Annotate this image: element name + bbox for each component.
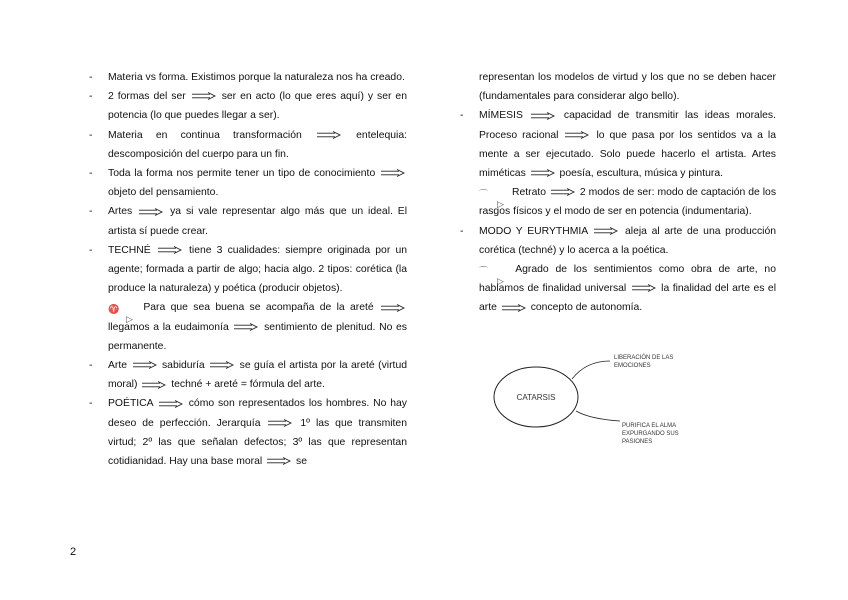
double-arrow-icon xyxy=(133,361,157,369)
list-item: - Arte sabiduría se guía el artista por la areté (virtud moral) techné + areté = fórmula del arte. xyxy=(89,356,407,394)
double-arrow-icon xyxy=(210,361,234,369)
double-arrow-icon xyxy=(381,169,405,177)
note-paragraph: ⌒ ▷ Retrato 2 modos de ser: modo de captación de los rasgos físicos y el modo de ser en potencia (indumentaria). xyxy=(479,187,777,218)
bullet-dash: - xyxy=(89,206,93,218)
double-arrow-icon xyxy=(267,457,291,465)
left-column xyxy=(89,68,407,471)
catharsis-diagram xyxy=(490,345,730,455)
bullet-dash: - xyxy=(89,360,93,372)
double-arrow-icon xyxy=(531,112,555,120)
double-arrow-icon xyxy=(565,131,589,139)
double-arrow-icon xyxy=(268,419,292,427)
double-arrow-icon xyxy=(502,304,526,312)
bullet-dash: - xyxy=(89,72,93,83)
diagram-center-label: CATARSIS xyxy=(516,393,556,402)
right-column xyxy=(460,68,776,318)
diagram-label-top-1: LIBERACIÓN DE LAS xyxy=(614,355,674,361)
double-arrow-icon xyxy=(139,208,163,216)
list-item: - TECHNÉ tiene 3 cualidades: siempre originada por un agente; formada a partir de algo; hacia algo. 2 tipos: corética (la produce la naturaleza) y poética (producir objetos). xyxy=(89,241,407,299)
arc-icon: ⌒ xyxy=(479,189,489,200)
bullet-dash: - xyxy=(89,91,93,103)
bullet-dash: - xyxy=(89,398,93,410)
page-number: 2 xyxy=(70,546,77,558)
double-arrow-icon xyxy=(594,227,618,235)
list-item: - Materia en continua transformación entelequia: descomposición del cuerpo para un fin. xyxy=(89,126,407,164)
bullet-dash: - xyxy=(460,110,464,122)
diagram-connector-top xyxy=(572,361,610,379)
triangle-bullet-icon: ▷ xyxy=(497,199,504,210)
bullet-dash: - xyxy=(460,225,464,237)
double-arrow-icon xyxy=(192,92,216,100)
diagram-label-bottom-2: EXPURGANDO SUS xyxy=(622,431,679,437)
double-arrow-icon xyxy=(158,246,182,254)
list-item: - Materia vs forma. Existimos porque la naturaleza nos ha creado. xyxy=(89,68,407,87)
list-item: - POÉTICA cómo son representados los hombres. No hay deseo de perfección. Jerarquía 1º las que transmiten virtud; 2º las que señalan defectos; 3º las que representan cotidianidad. Hay una base moral se xyxy=(89,394,407,471)
diagram-label-bottom-1: PURIFICA EL ALMA xyxy=(622,423,677,429)
list-item: - Toda la forma nos permite tener un tipo de conocimiento objeto del pensamiento. xyxy=(89,164,407,202)
list-item: - 2 formas del ser ser en acto (lo que eres aquí) y ser en potencia (lo que puedes llegar a ser). xyxy=(89,87,407,125)
diagram-connector-bottom xyxy=(576,411,620,421)
double-arrow-icon xyxy=(234,323,258,331)
bullet-dash: - xyxy=(89,168,93,180)
note-paragraph: ♈ ▷ Para que sea buena se acompaña de la areté llegamos a la eudaimonía sentimiento de plenitud. No es permanente. xyxy=(108,302,407,352)
bullet-dash: - xyxy=(89,129,93,141)
triangle-bullet-icon: ▷ xyxy=(497,276,504,287)
double-arrow-icon xyxy=(381,304,405,312)
list-item: - MODO Y EURYTHMIA aleja al arte de una producción corética (techné) y lo acerca a la poética. xyxy=(460,222,776,260)
continued-text: representan los modelos de virtud y los que no se deben hacer (fundamentales para considerar algo bello). xyxy=(479,72,776,103)
double-arrow-icon xyxy=(531,169,555,177)
diagram-label-top-2: EMOCIONES xyxy=(614,363,651,369)
double-arrow-icon xyxy=(632,284,656,292)
note-paragraph: ⌒ ▷ Agrado de los sentimientos como obra de arte, no hablamos de finalidad universal la finalidad del arte es el arte concepto de autonomía. xyxy=(479,264,777,314)
diagram-label-bottom-3: PASIONES xyxy=(622,439,653,445)
list-item: - Artes ya si vale representar algo más que un ideal. El artista sí puede crear. xyxy=(89,202,407,240)
double-arrow-icon xyxy=(317,131,341,139)
bullet-dash: - xyxy=(89,244,93,256)
double-arrow-icon xyxy=(159,400,183,408)
list-item: - MÍMESIS capacidad de transmitir las ideas morales. Proceso racional lo que pasa por los sentidos va a la mente a ser ejecutado. Solo puede hacerlo el artista. Artes miméticas poesía, escultura, música y pintura. xyxy=(460,106,776,183)
double-arrow-icon xyxy=(142,381,166,389)
arc-icon: ⌒ xyxy=(479,266,489,277)
double-arrow-icon xyxy=(551,188,575,196)
triangle-bullet-icon: ▷ xyxy=(126,314,133,325)
aries-icon: ♈ xyxy=(108,304,120,315)
